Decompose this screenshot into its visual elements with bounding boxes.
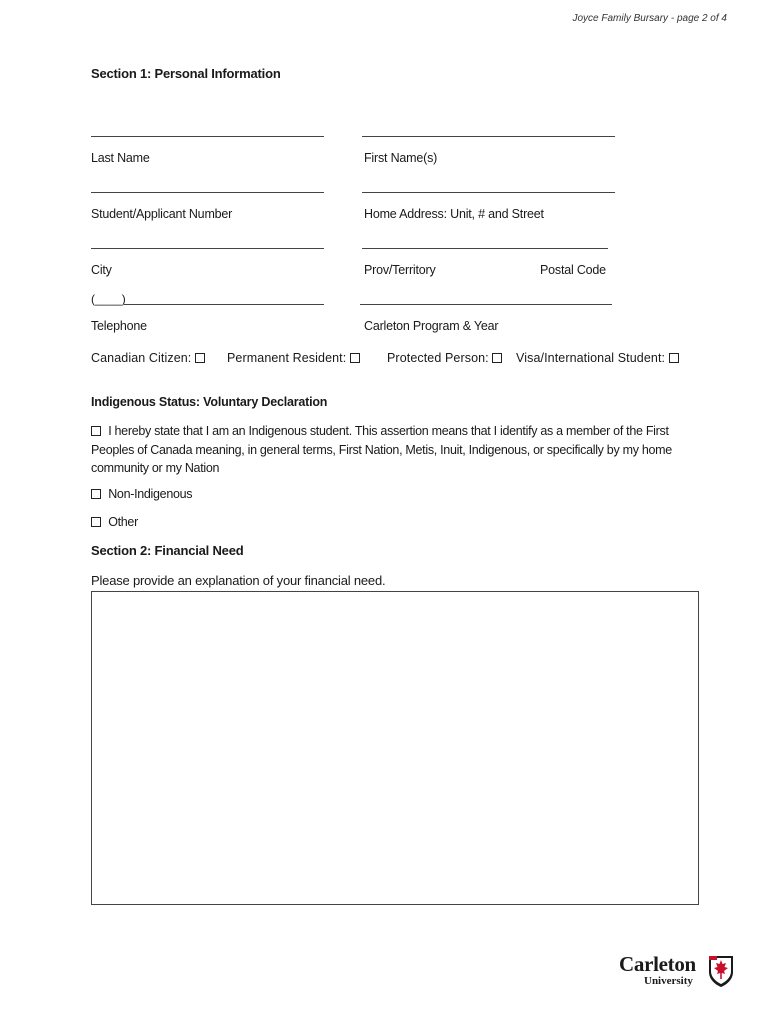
non-indigenous-option: [91, 485, 192, 504]
program-label: Carleton Program & Year: [364, 319, 499, 333]
other-label: Other: [108, 515, 138, 529]
financial-need-prompt: Please provide an explanation of your financial need.: [91, 573, 386, 588]
last-name-field[interactable]: [91, 136, 324, 137]
canadian-citizen-option: [91, 351, 205, 365]
postal-code-label: Postal Code: [540, 263, 606, 277]
visa-student-option: [516, 351, 679, 365]
city-label: City: [91, 263, 112, 277]
indigenous-title: Indigenous Status: Voluntary Declaration: [91, 395, 328, 409]
permanent-resident-checkbox[interactable]: [350, 353, 360, 363]
declaration-line-1: I hereby state that I am an Indigenous student. This assertion means that I identify as a member of the First: [108, 424, 669, 438]
declaration-line-2: Peoples of Canada meaning, in general terms, First Nation, Metis, Inuit, Indigenous, or specifically by my home: [91, 442, 672, 457]
carleton-logo: [619, 952, 739, 992]
prov-label: Prov/Territory: [364, 263, 436, 277]
carleton-shield-icon: [707, 954, 735, 988]
financial-need-textarea[interactable]: [91, 591, 699, 905]
section1-title: Section 1: Personal Information: [91, 66, 281, 81]
last-name-label: Last Name: [91, 151, 150, 165]
canadian-citizen-checkbox[interactable]: [195, 353, 205, 363]
student-number-field[interactable]: [91, 192, 324, 193]
other-option: [91, 513, 138, 532]
page-header-note: Joyce Family Bursary - page 2 of 4: [572, 13, 727, 24]
prov-postal-field[interactable]: [362, 248, 608, 249]
indigenous-checkbox[interactable]: [91, 426, 101, 436]
first-name-label: First Name(s): [364, 151, 438, 165]
first-name-field[interactable]: [362, 136, 615, 137]
telephone-field[interactable]: [124, 304, 324, 305]
program-field[interactable]: [360, 304, 612, 305]
other-checkbox[interactable]: [91, 517, 101, 527]
visa-student-checkbox[interactable]: [669, 353, 679, 363]
home-address-label: Home Address: Unit, # and Street: [364, 207, 544, 221]
visa-student-label: Visa/International Student:: [516, 351, 666, 365]
non-indigenous-label: Non-Indigenous: [108, 487, 193, 501]
protected-person-checkbox[interactable]: [492, 353, 502, 363]
home-address-field[interactable]: [362, 192, 615, 193]
non-indigenous-checkbox[interactable]: [91, 489, 101, 499]
permanent-resident-label: Permanent Resident:: [227, 351, 347, 365]
logo-wordmark: Carleton: [619, 952, 696, 976]
canadian-citizen-label: Canadian Citizen:: [91, 351, 192, 365]
declaration-line-3: community or my Nation: [91, 461, 220, 475]
permanent-resident-option: [227, 351, 360, 365]
city-field[interactable]: [91, 248, 324, 249]
telephone-label: Telephone: [91, 319, 147, 333]
indigenous-declaration: [91, 422, 691, 478]
section2-title: Section 2: Financial Need: [91, 543, 244, 558]
protected-person-label: Protected Person:: [387, 351, 489, 365]
logo-subtitle: University: [644, 975, 693, 987]
student-number-label: Student/Applicant Number: [91, 207, 233, 221]
phone-area-code: (____): [91, 292, 126, 306]
protected-person-option: [387, 351, 502, 365]
